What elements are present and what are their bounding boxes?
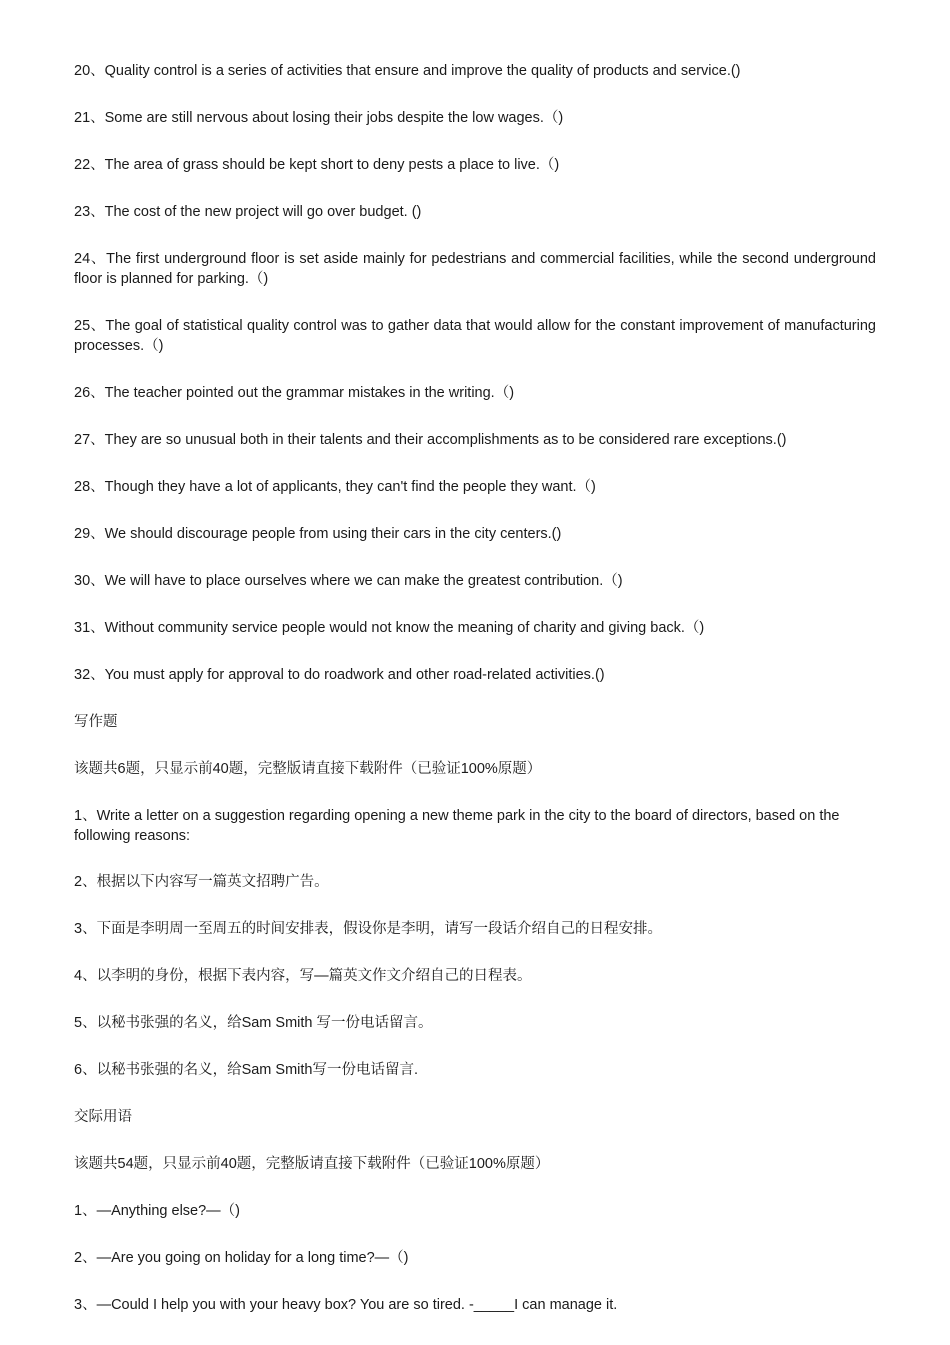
question-32: 32、You must apply for approval to do roadwork and other road-related activities.() xyxy=(74,667,605,683)
question-20: 20、Quality control is a series of activities that ensure and improve the quality of products and service.() xyxy=(74,63,741,79)
writing-item-1: 1、Write a letter on a suggestion regarding opening a new theme park in the city to the board of directors, based on the following reasons: xyxy=(74,808,840,844)
question-25: 25、The goal of statistical quality control was to gather data that would allow for the constant improvement of manufacturing processes.（) xyxy=(74,318,876,354)
question-22: 22、The area of grass should be kept short to deny pests a place to live.（) xyxy=(74,157,560,173)
communication-section-note: 该题共54题，只显示前40题，完整版请直接下载附件（已验证100%原题） xyxy=(74,1156,550,1172)
question-28: 28、Though they have a lot of applicants, they can't find the people they want.（) xyxy=(74,479,596,495)
writing-item-4: 4、以李明的身份，根据下表内容，写—篇英文作文介绍自己的日程表。 xyxy=(74,968,532,984)
writing-item-5: 5、以秘书张强的名义，给Sam Smith 写一份电话留言。 xyxy=(74,1015,433,1031)
question-30: 30、We will have to place ourselves where we can make the greatest contribution.（) xyxy=(74,573,623,589)
writing-section-note: 该题共6题，只显示前40题，完整版请直接下载附件（已验证100%原题） xyxy=(74,761,542,777)
question-24: 24、The first underground floor is set aside mainly for pedestrians and commercial facilities, while the second underground floor is planned for parking.（) xyxy=(74,251,876,287)
question-29: 29、We should discourage people from using their cars in the city centers.() xyxy=(74,526,562,542)
writing-item-6: 6、以秘书张强的名义，给Sam Smith写一份电话留言. xyxy=(74,1062,418,1078)
writing-item-2: 2、根据以下内容写一篇英文招聘广告。 xyxy=(74,874,329,890)
communication-item-3: 3、—Could I help you with your heavy box? You are so tired. -_____I can manage it. xyxy=(74,1297,618,1313)
question-21: 21、Some are still nervous about losing their jobs despite the low wages.（) xyxy=(74,110,564,126)
question-26: 26、The teacher pointed out the grammar mistakes in the writing.（) xyxy=(74,385,515,401)
question-23: 23、The cost of the new project will go over budget. () xyxy=(74,204,422,220)
communication-section-title: 交际用语 xyxy=(74,1109,132,1125)
writing-section-title: 写作题 xyxy=(74,714,118,730)
writing-item-3: 3、下面是李明周一至周五的时间安排表，假设你是李明，请写一段话介绍自己的日程安排。 xyxy=(74,921,663,937)
question-27: 27、They are so unusual both in their talents and their accomplishments as to be considered rare exceptions.() xyxy=(74,432,787,448)
question-31: 31、Without community service people would not know the meaning of charity and giving back.（) xyxy=(74,620,705,636)
communication-item-2: 2、—Are you going on holiday for a long time?—（) xyxy=(74,1250,409,1266)
communication-item-1: 1、—Anything else?—（) xyxy=(74,1203,241,1219)
